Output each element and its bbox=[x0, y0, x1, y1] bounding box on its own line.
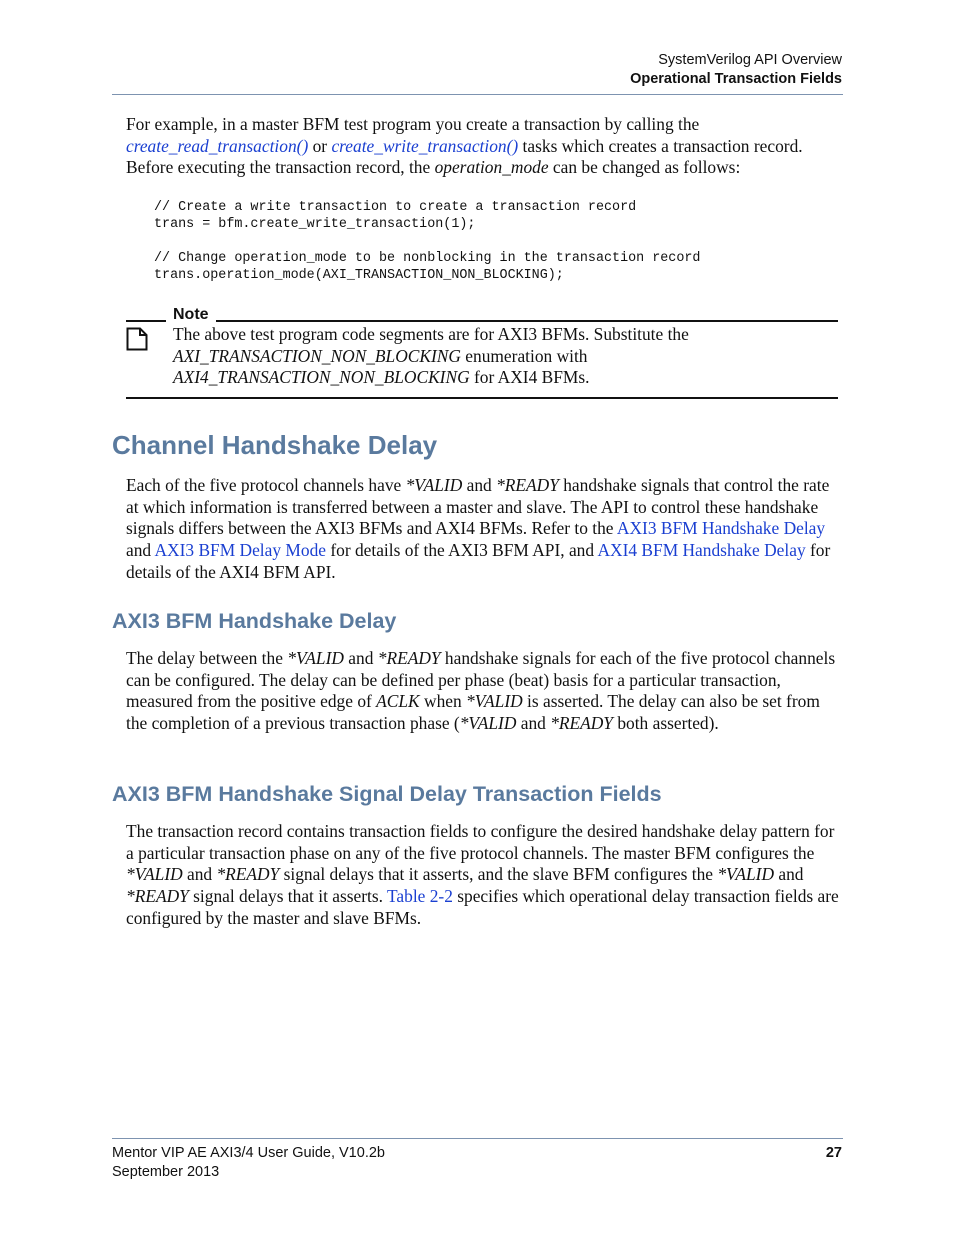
section2-paragraph bbox=[126, 648, 842, 735]
text-run: and bbox=[126, 540, 155, 561]
code-block bbox=[154, 199, 700, 284]
text-run: and bbox=[516, 713, 551, 734]
note-text bbox=[173, 324, 833, 389]
text-run: for AXI4 BFMs. bbox=[469, 367, 590, 388]
text-run: is asserted. The delay can also be set from the completion of a previous transaction phase ( bbox=[126, 691, 820, 734]
text-run: The above test program code segments are for AXI3 BFMs. Substitute the bbox=[173, 324, 689, 344]
section1-paragraph bbox=[126, 475, 842, 584]
text-run: signal delays that it asserts, and the slave BFM configures the bbox=[279, 864, 718, 885]
emphasis: *READY bbox=[550, 713, 613, 734]
emphasis: *READY bbox=[216, 864, 280, 885]
emphasis: ACLK bbox=[376, 691, 420, 712]
text-run: and bbox=[462, 475, 497, 495]
text-run: when bbox=[419, 691, 467, 712]
note-title: Note bbox=[173, 306, 209, 323]
link-axi3-bfm-handshake-delay[interactable]: AXI3 BFM Handshake Delay bbox=[616, 518, 826, 539]
text-run: or bbox=[308, 135, 332, 156]
text-run: for details of the AXI3 BFM API, and bbox=[325, 540, 598, 561]
text-run: both asserted). bbox=[612, 713, 719, 734]
text-run: specifies which operational delay transaction fields are configured by the master and slave BFMs. bbox=[126, 886, 839, 928]
text-run: can be changed as follows: bbox=[548, 157, 741, 178]
text-run: and bbox=[343, 648, 378, 668]
text-run: for details of the AXI4 BFM API. bbox=[126, 540, 831, 582]
link-axi3-bfm-delay-mode[interactable]: AXI3 BFM Delay Mode bbox=[154, 540, 326, 561]
note-rule-left bbox=[126, 320, 166, 322]
emphasis: *READY bbox=[377, 648, 441, 668]
link-table-2-2[interactable]: Table 2-2 bbox=[387, 886, 453, 907]
heading-axi3-handshake-signal-delay-fields: AXI3 BFM Handshake Signal Delay Transaction Fields bbox=[112, 782, 662, 806]
code-line: trans = bfm.create_write_transaction(1); bbox=[154, 217, 476, 232]
emphasis: *READY bbox=[126, 886, 189, 907]
intro-paragraph bbox=[126, 114, 842, 179]
footer-rule bbox=[112, 1138, 843, 1139]
text-run: The transaction record contains transaction fields to configure the desired handshake delay pattern for a particular transaction phase on any of the five protocol channels. The master BFM configures the bbox=[126, 821, 835, 863]
note-page-icon bbox=[126, 327, 148, 351]
note-rule-bottom bbox=[126, 397, 838, 399]
heading-channel-handshake-delay: Channel Handshake Delay bbox=[112, 430, 438, 460]
footer-left bbox=[112, 1144, 385, 1182]
heading-axi3-bfm-handshake-delay: AXI3 BFM Handshake Delay bbox=[112, 609, 397, 633]
section3-paragraph bbox=[126, 821, 842, 930]
emphasis: *VALID bbox=[126, 864, 183, 885]
emphasis: *VALID bbox=[717, 864, 775, 885]
emphasis: *VALID bbox=[405, 475, 463, 495]
text-run: tasks which creates a transaction record. Before executing the transaction record, the bbox=[126, 135, 803, 178]
emphasis: *READY bbox=[496, 475, 559, 495]
text-run: enumeration with bbox=[460, 345, 588, 366]
link-create-write-transaction[interactable]: create_write_transaction() bbox=[331, 135, 519, 156]
emphasis: *VALID bbox=[287, 648, 344, 668]
footer-title: Mentor VIP AE AXI3/4 User Guide, V10.2b bbox=[112, 1145, 385, 1161]
note-rule-right bbox=[216, 320, 838, 322]
header-rule bbox=[112, 94, 843, 95]
emphasis: *VALID bbox=[466, 691, 523, 712]
link-create-read-transaction[interactable]: create_read_transaction() bbox=[126, 135, 309, 156]
text-run: The delay between the bbox=[126, 648, 288, 668]
page-number: 27 bbox=[825, 1145, 842, 1161]
emphasis-operation-mode: operation_mode bbox=[434, 157, 549, 178]
text-run: Each of the five protocol channels have bbox=[126, 475, 406, 495]
text-run: handshake signals that control the rate at which information is transferred between a master and slave. The API to control these handshake signals differs between the AXI3 BFMs and AXI4 BFMs. Refer to the bbox=[126, 475, 830, 539]
text-run: handshake signals for each of the five protocol channels can be configured. The delay can be defined per phase (beat) basis for a particular transaction, measured from the positive edge of bbox=[126, 648, 836, 712]
code-line: // Change operation_mode to be nonblocking in the transaction record bbox=[154, 251, 701, 266]
text-run: signal delays that it asserts. bbox=[188, 886, 387, 907]
text-run: and bbox=[182, 864, 217, 885]
footer-date: September 2013 bbox=[112, 1164, 220, 1180]
code-line: trans.operation_mode(AXI_TRANSACTION_NON_BLOCKING); bbox=[154, 268, 564, 283]
text-run: For example, in a master BFM test program you create a transaction by calling the bbox=[126, 114, 700, 134]
emphasis: *VALID bbox=[459, 713, 517, 734]
code-line: // Create a write transaction to create a transaction record bbox=[154, 200, 637, 215]
running-header bbox=[630, 51, 842, 89]
text-run: and bbox=[774, 864, 804, 885]
emphasis-enum-axi3: AXI_TRANSACTION_NON_BLOCKING bbox=[173, 345, 461, 366]
link-axi4-bfm-handshake-delay[interactable]: AXI4 BFM Handshake Delay bbox=[597, 540, 806, 561]
emphasis-enum-axi4: AXI4_TRANSACTION_NON_BLOCKING bbox=[173, 367, 470, 388]
header-subsection: Operational Transaction Fields bbox=[630, 71, 842, 87]
header-section: SystemVerilog API Overview bbox=[658, 52, 842, 68]
